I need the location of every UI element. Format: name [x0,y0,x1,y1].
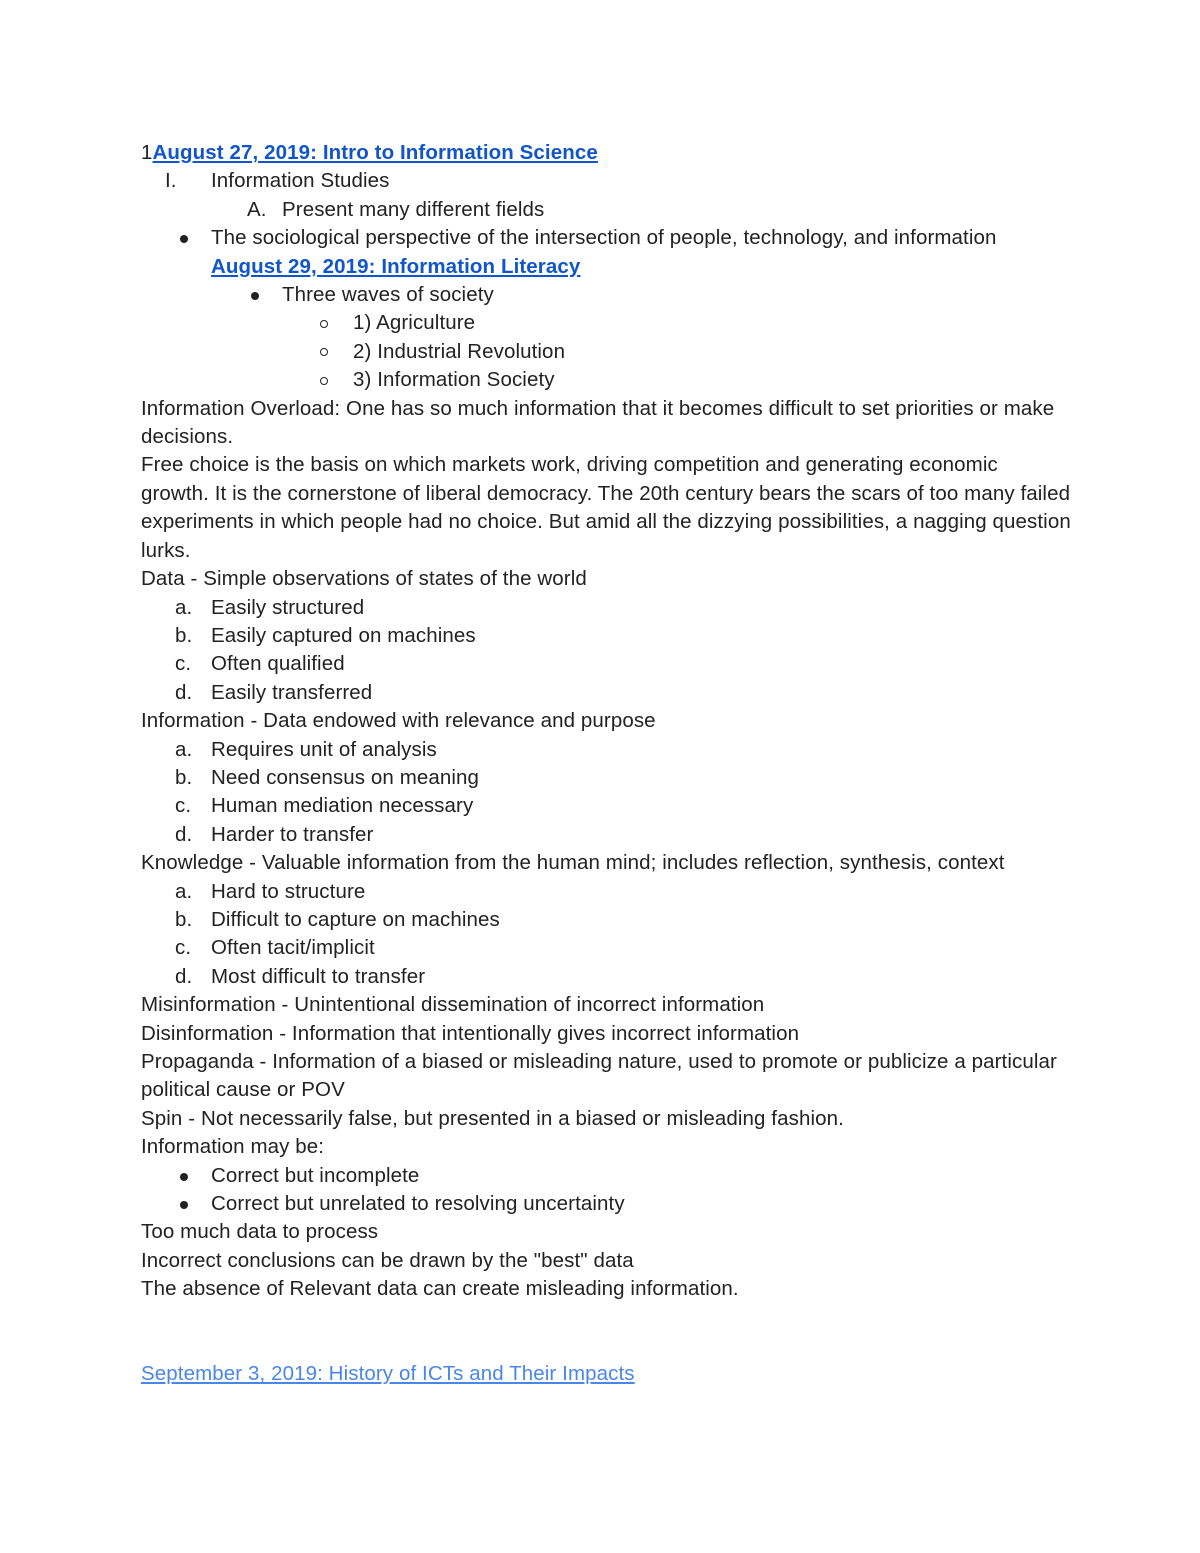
list-item [141,622,1071,650]
heading-sep3 [141,1360,1071,1388]
list-item [141,878,1071,906]
bullet-item [141,1190,1071,1218]
list-marker: a. [175,595,193,619]
list-item [141,679,1071,707]
bullet-icon [180,1201,188,1209]
roman-marker: I. [165,169,177,193]
list-text: Hard to structure [211,879,366,903]
list-marker: c. [175,936,192,960]
list-text: Often tacit/implicit [211,936,375,960]
list-text: Easily structured [211,595,365,619]
list-text: Harder to transfer [211,822,374,846]
knowledge-definition: Knowledge - Valuable information from the human mind; includes reflection, synthesis, context [141,851,1005,875]
bullet-text: Correct but unrelated to resolving uncertainty [211,1192,625,1216]
bullet-icon [180,235,188,243]
alpha-marker: A. [247,197,267,221]
list-item [141,736,1071,764]
list-text: Need consensus on meaning [211,765,480,789]
document-body [141,139,1071,1389]
list-marker: b. [175,907,193,931]
list-text: Often qualified [211,652,345,676]
list-marker: b. [175,765,193,789]
blank-space [141,1304,1071,1361]
bullet-item-sociological [141,224,1071,252]
roman-text: Information Studies [211,169,390,193]
list-item [141,906,1071,934]
list-text: Easily transferred [211,680,373,704]
wave-text: 1) Agriculture [353,311,476,335]
list-text: Most difficult to transfer [211,964,426,988]
list-marker: b. [175,623,193,647]
list-item [141,934,1071,962]
heading-aug27-link[interactable]: August 27, 2019: Intro to Information Science [152,141,598,164]
waves-title: Three waves of society [282,283,494,307]
list-item [141,764,1071,792]
paragraph-free-choice: Free choice is the basis on which markets work, driving competition and generating economic growth. It is the cornerstone of liberal democracy. The 20th century bears the scars of too many failed experiments in which people had no choice. But amid all the dizzying possibilities, a nagging question lurks. [141,453,1071,562]
list-marker: c. [175,794,192,818]
list-text: Easily captured on machines [211,623,476,647]
list-item [141,963,1071,991]
bullet-icon [180,1173,188,1181]
alpha-text: Present many different fields [282,197,545,221]
wave-text: 3) Information Society [353,368,555,392]
circle-bullet-icon [320,348,328,356]
absence-of-data: The absence of Relevant data can create misleading information. [141,1277,739,1301]
sub-bullet-item [141,338,1071,366]
circle-bullet-icon [320,320,328,328]
outline-roman-item [141,167,1071,195]
bullet-item-waves [141,281,1071,309]
heading-number: 1 [141,141,153,164]
list-item [141,792,1071,820]
list-item [141,594,1071,622]
propaganda-definition: Propaganda - Information of a biased or misleading nature, used to promote or publicize a particular political cause or POV [141,1050,1057,1102]
list-item [141,821,1071,849]
sub-bullet-item [141,366,1071,394]
bullet-icon [251,292,259,300]
list-text: Requires unit of analysis [211,737,437,761]
list-text: Human mediation necessary [211,794,474,818]
list-marker: d. [175,964,193,988]
wave-text: 2) Industrial Revolution [353,339,566,363]
data-definition: Data - Simple observations of states of the world [141,567,587,591]
incorrect-conclusions: Incorrect conclusions can be drawn by the "best" data [141,1248,634,1272]
misinformation-definition: Misinformation - Unintentional dissemination of incorrect information [141,993,765,1017]
list-marker: a. [175,737,193,761]
list-text: Difficult to capture on machines [211,907,500,931]
bullet-text: Correct but incomplete [211,1163,420,1187]
paragraph-overload: Information Overload: One has so much information that it becomes difficult to set priorities or make decisions. [141,396,1055,449]
list-marker: a. [175,879,193,903]
info-may-be-title: Information may be: [141,1135,325,1159]
bullet-item [141,1162,1071,1190]
outline-alpha-item [141,196,1071,224]
list-marker: d. [175,680,193,704]
list-marker: d. [175,822,193,846]
information-definition: Information - Data endowed with relevance and purpose [141,709,656,733]
heading-aug29-link[interactable]: August 29, 2019: Information Literacy [211,254,581,278]
list-item [141,650,1071,678]
spin-definition: Spin - Not necessarily false, but presented in a biased or misleading fashion. [141,1106,844,1130]
disinformation-definition: Disinformation - Information that intentionally gives incorrect information [141,1021,800,1045]
heading-aug27 [141,139,1071,167]
sub-bullet-item [141,309,1071,337]
heading-aug29 [141,253,1071,281]
bullet-text: The sociological perspective of the intersection of people, technology, and information [211,226,997,250]
list-marker: c. [175,652,192,676]
too-much-data: Too much data to process [141,1220,379,1244]
circle-bullet-icon [320,377,328,385]
heading-sep3-link[interactable]: September 3, 2019: History of ICTs and Their Impacts [141,1362,635,1386]
